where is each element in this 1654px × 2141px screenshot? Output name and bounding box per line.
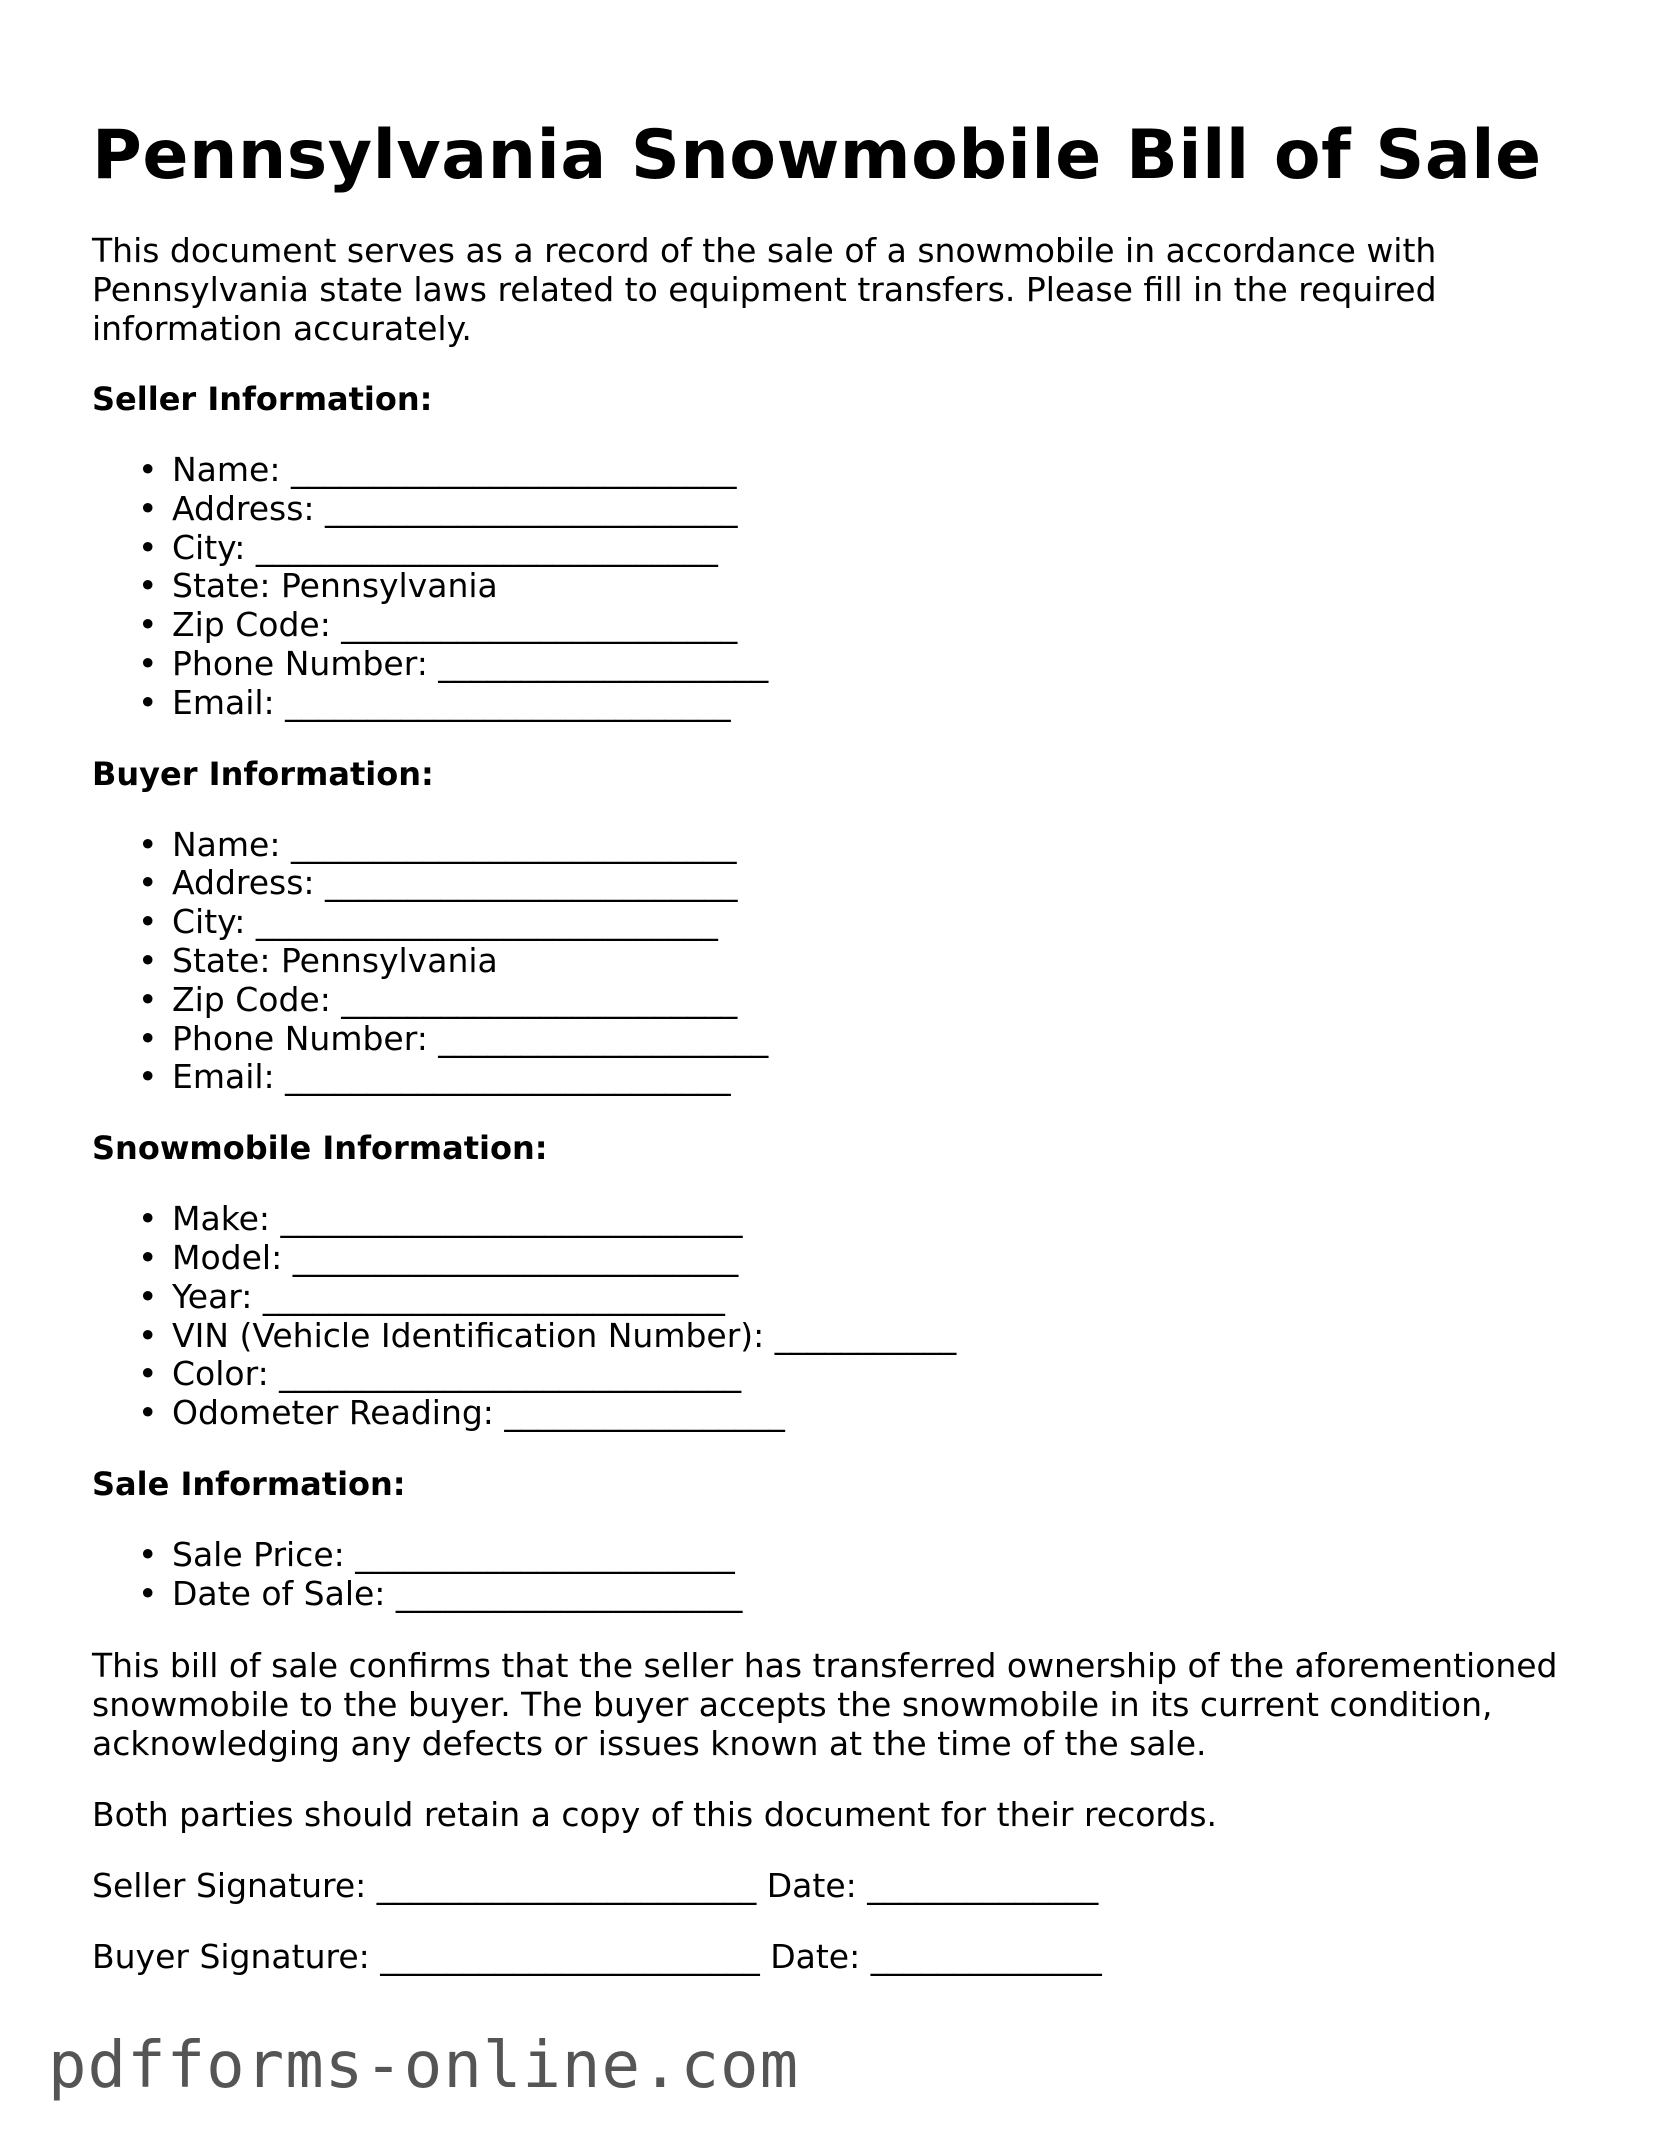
seller-list: [92, 451, 1572, 723]
bullet-icon: •: [138, 643, 158, 683]
snowmobile-list: [92, 1200, 1572, 1433]
list-item-text: City: ____________________________: [172, 527, 718, 567]
bullet-icon: •: [138, 488, 158, 528]
buyer-name-field[interactable]: [138, 824, 1572, 865]
list-item-text: VIN (Vehicle Identification Number): ___________: [172, 1315, 957, 1355]
intro-paragraph: This document serves as a record of the sale of a snowmobile in accordance with Pennsylvania state laws related to equipment transfers. Please fill in the required information accurately.: [92, 231, 1437, 348]
buyer-list: [92, 826, 1572, 1098]
buyer-state-field: [138, 940, 1572, 981]
list-item-text: Email: ___________________________: [172, 682, 731, 722]
list-item-text: City: ____________________________: [172, 902, 718, 942]
bullet-icon: •: [138, 1199, 158, 1239]
buyer-zip-field[interactable]: [138, 979, 1572, 1020]
buyer-signature-line[interactable]: Buyer Signature: _______________________ Date: ______________: [92, 1936, 1102, 1976]
bullet-icon: •: [138, 527, 158, 567]
bullet-icon: •: [138, 1534, 158, 1574]
bullet-icon: •: [138, 902, 158, 942]
document-title: Pennsylvania Snowmobile Bill of Sale: [92, 116, 1542, 195]
buyer-city-field[interactable]: [138, 902, 1572, 942]
bullet-icon: •: [138, 940, 158, 980]
list-item-text: Name: ___________________________: [172, 824, 737, 864]
sale-date-field[interactable]: [138, 1573, 1572, 1614]
buyer-heading: Buyer Information:: [92, 754, 434, 793]
snowmobile-odometer-field[interactable]: [138, 1393, 1572, 1433]
snowmobile-make-field[interactable]: [138, 1199, 1572, 1239]
list-item-text: Email: ___________________________: [172, 1057, 731, 1097]
seller-state-field: [138, 566, 1572, 606]
buyer-email-field[interactable]: [138, 1057, 1572, 1097]
bullet-icon: •: [138, 863, 158, 903]
list-item-text: Phone Number: ____________________: [172, 643, 769, 683]
bullet-icon: •: [138, 1018, 158, 1058]
list-item-text: Odometer Reading: _________________: [172, 1393, 785, 1433]
seller-name-field[interactable]: [138, 450, 1572, 490]
watermark: pdfforms-online.com: [48, 2029, 800, 2103]
bullet-icon: •: [138, 979, 158, 1019]
list-item-text: Make: ____________________________: [172, 1199, 743, 1239]
list-item-text: Date of Sale: _____________________: [172, 1573, 743, 1613]
bullet-icon: •: [138, 824, 158, 864]
snowmobile-heading: Snowmobile Information:: [92, 1129, 548, 1168]
seller-signature-line[interactable]: Seller Signature: _______________________ Date: ______________: [92, 1865, 1099, 1905]
snowmobile-color-field[interactable]: [138, 1354, 1572, 1394]
bullet-icon: •: [138, 1315, 158, 1355]
bullet-icon: •: [138, 1237, 158, 1277]
sale-list: [92, 1536, 1572, 1614]
list-item-text: Address: _________________________: [172, 488, 738, 528]
seller-heading: Seller Information:: [92, 380, 433, 418]
snowmobile-model-field[interactable]: [138, 1237, 1572, 1278]
list-item-text: Address: _________________________: [172, 863, 738, 903]
retain-note: Both parties should retain a copy of this document for their records.: [92, 1794, 1218, 1834]
snowmobile-year-field[interactable]: [138, 1276, 1572, 1317]
list-item-text: Sale Price: _______________________: [172, 1534, 735, 1574]
document-page: [92, 115, 1572, 1976]
bullet-icon: •: [138, 682, 158, 722]
list-item-text: Name: ___________________________: [172, 450, 737, 489]
confirmation-paragraph: This bill of sale confirms that the seller has transferred ownership of the aforementioned snowmobile to the buyer. The buyer accepts the snowmobile in its current condition, acknowledging any defects or issues known at the time of the sale.: [92, 1645, 1558, 1763]
seller-phone-field[interactable]: [138, 643, 1572, 684]
bullet-icon: •: [138, 605, 158, 645]
bullet-icon: •: [138, 1354, 158, 1394]
bullet-icon: •: [138, 566, 158, 606]
seller-address-field[interactable]: [138, 488, 1572, 529]
sale-price-field[interactable]: [138, 1534, 1572, 1575]
bullet-icon: •: [138, 450, 158, 489]
list-item-text: Model: ___________________________: [172, 1237, 739, 1277]
list-item-text: Color: ____________________________: [172, 1354, 742, 1394]
list-item-text: Zip Code: ________________________: [172, 605, 738, 645]
list-item-text: Zip Code: ________________________: [172, 979, 738, 1019]
list-item-text: State: Pennsylvania: [172, 566, 498, 606]
sale-heading: Sale Information:: [92, 1464, 406, 1503]
bullet-icon: •: [138, 1393, 158, 1433]
buyer-phone-field[interactable]: [138, 1018, 1572, 1059]
bullet-icon: •: [138, 1573, 158, 1613]
seller-city-field[interactable]: [138, 527, 1572, 568]
bullet-icon: •: [138, 1057, 158, 1097]
list-item-text: State: Pennsylvania: [172, 940, 498, 980]
list-item-text: Phone Number: ____________________: [172, 1018, 769, 1058]
bullet-icon: •: [138, 1276, 158, 1316]
buyer-address-field[interactable]: [138, 863, 1572, 903]
list-item-text: Year: ____________________________: [172, 1276, 725, 1316]
seller-zip-field[interactable]: [138, 605, 1572, 645]
snowmobile-vin-field[interactable]: [138, 1315, 1572, 1356]
seller-email-field[interactable]: [138, 682, 1572, 723]
